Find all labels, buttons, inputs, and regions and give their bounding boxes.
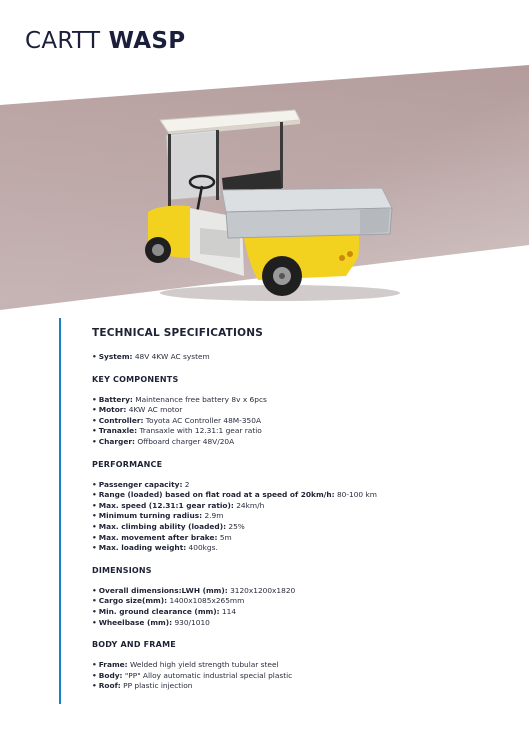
tech-spec-list — [92, 352, 512, 363]
spec-item: • Range (loaded) based on flat road at a speed of 20km/h: 80-100 km — [92, 490, 377, 500]
tech-spec-heading: TECHNICAL SPECIFICATIONS — [92, 327, 263, 339]
spec-item: • Tranaxle: Transaxle with 12.31:1 gear ratio — [92, 426, 262, 436]
spec-item: • Battery: Maintenance free battery 8v x 6pcs — [92, 394, 267, 404]
brand-title — [25, 27, 185, 55]
spec-item: • Cargo size(mm): 1400x1085x265mm — [92, 596, 245, 606]
spec-item: • Charger: Offboard charger 48V/20A — [92, 436, 235, 446]
spec-item: • Wheelbase (mm): 930/1010 — [92, 617, 210, 627]
spec-item: • Controller: Toyota AC Controller 48M-350A — [92, 415, 261, 425]
spec-item: • Minimum turning radius: 2.9m — [92, 511, 224, 521]
performance-heading: PERFORMANCE — [92, 459, 163, 469]
key-components-heading: KEY COMPONENTS — [92, 374, 179, 384]
spec-item: • Body: "PP" Alloy automatic industrial special plastic — [92, 670, 293, 680]
spec-content — [92, 326, 512, 703]
body-frame-list — [92, 660, 512, 692]
spec-item: • System: 48V 4KW AC system — [92, 352, 210, 361]
spec-item: • Min. ground clearance (mm): 114 — [92, 606, 237, 616]
spec-item: • Roof: PP plastic injection — [92, 681, 193, 691]
key-components-list — [92, 395, 512, 448]
accent-line — [59, 318, 61, 704]
brand-title-light: CARTT — [25, 28, 101, 54]
spec-item: • Max. climbing ability (loaded): 25% — [92, 521, 245, 531]
brand-title-bold: WASP — [108, 28, 186, 54]
dimensions-heading: DIMENSIONS — [92, 565, 152, 575]
spec-item: • Max. movement after brake: 5m — [92, 532, 232, 542]
body-frame-heading: BODY AND FRAME — [92, 640, 176, 650]
utility-cart-image — [130, 108, 410, 308]
dimensions-list — [92, 586, 512, 628]
spec-item: • Max. speed (12.31:1 gear ratio): 24km/h — [92, 500, 265, 510]
performance-list — [92, 480, 512, 554]
spec-item: • Overall dimensions:LWH (mm): 3120x1200x1820 — [92, 585, 296, 595]
spec-item: • Max. loading weight: 400kgs. — [92, 543, 218, 553]
spec-item: • Frame: Welded high yield strength tubular steel — [92, 660, 279, 670]
spec-item: • Passenger capacity: 2 — [92, 479, 190, 489]
spec-item: • Motor: 4KW AC motor — [92, 405, 183, 415]
